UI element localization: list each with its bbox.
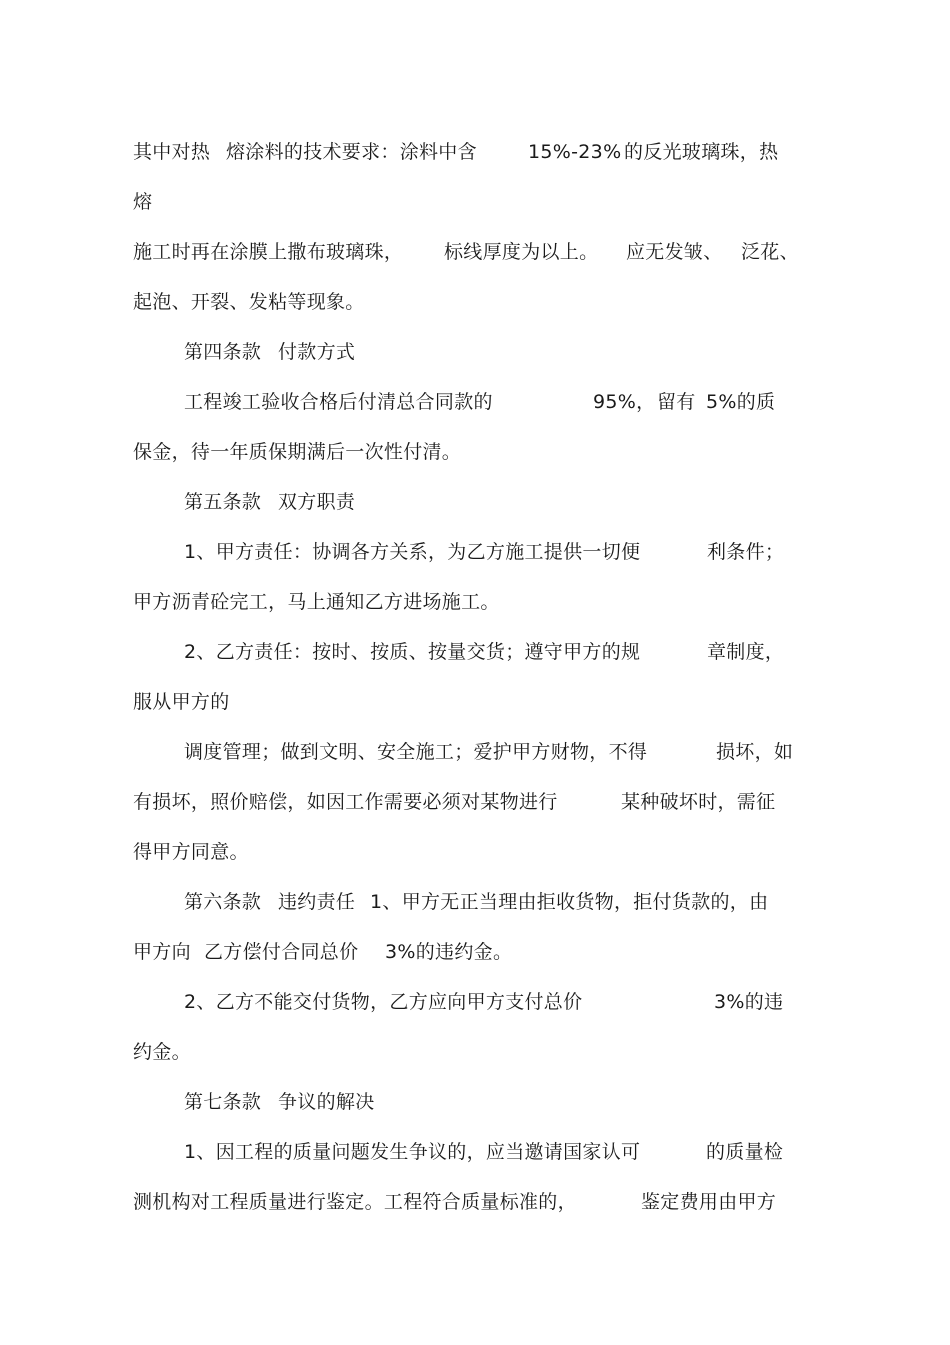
section-title: 双方职责 <box>278 491 356 513</box>
section-title: 违约责任 <box>278 891 356 913</box>
text-segment: 甲方向 <box>133 941 191 963</box>
text-segment: 95%， <box>593 391 656 413</box>
section-number: 第六条款 <box>184 891 262 913</box>
text-segment: 1、甲方责任：协调各方关系，为乙方施工提供一切便 <box>184 541 641 563</box>
text-segment: 损坏，如 <box>716 741 794 763</box>
text-segment: 得甲方同意。 <box>133 841 249 863</box>
text-segment: 调度管理；做到文明、安全施工；爱护甲方财物，不得 <box>184 741 648 763</box>
section-number: 第四条款 <box>184 341 262 363</box>
text-segment: 熔涂料的技术要求：涂料中含 <box>226 141 477 163</box>
text-segment: 3%的违约金。 <box>385 941 513 963</box>
section-title: 争议的解决 <box>278 1091 375 1113</box>
text-segment: 2、乙方不能交付货物，乙方应向甲方支付总价 <box>184 991 583 1013</box>
section-number: 第五条款 <box>184 491 262 513</box>
text-segment: 工程竣工验收合格后付清总合同款的 <box>184 391 493 413</box>
text-segment: 熔 <box>133 191 153 213</box>
text-segment: 留有 <box>657 391 696 413</box>
text-segment: 3%的违 <box>714 991 784 1013</box>
text-segment: 标线厚度为以上。 <box>444 241 599 263</box>
text-segment: 章制度， <box>707 641 785 663</box>
text-segment: 乙方偿付合同总价 <box>204 941 359 963</box>
text-segment: 泛花、 <box>741 241 799 263</box>
text-segment: 15%-23% <box>528 141 622 163</box>
text-segment: 某种破坏时，需征 <box>621 791 776 813</box>
text-segment: 服从甲方的 <box>133 691 230 713</box>
text-segment: 有损坏，照价赔偿，如因工作需要必须对某物进行 <box>133 791 558 813</box>
text-segment: 其中对热 <box>133 141 211 163</box>
text-segment: 1、因工程的质量问题发生争议的，应当邀请国家认可 <box>184 1141 641 1163</box>
text-segment: 测机构对工程质量进行鉴定。工程符合质量标准的， <box>133 1191 577 1213</box>
text-segment: 的质量检 <box>706 1141 784 1163</box>
text-segment: 约金。 <box>133 1041 191 1063</box>
text-segment: 2、乙方责任：按时、按质、按量交货；遵守甲方的规 <box>184 641 641 663</box>
text-segment: 鉴定费用由甲方 <box>641 1191 777 1213</box>
text-segment: 应无发皱、 <box>626 241 723 263</box>
text-segment: 施工时再在涂膜上撒布玻璃珠， <box>133 241 404 263</box>
text-segment: 利条件； <box>707 541 785 563</box>
text-segment: 起泡、开裂、发粘等现象。 <box>133 291 365 313</box>
section-number: 第七条款 <box>184 1091 262 1113</box>
section-title: 付款方式 <box>278 341 356 363</box>
text-segment: 1、甲方无正当理由拒收货物，拒付货款的，由 <box>370 891 769 913</box>
text-segment: 保金，待一年质保期满后一次性付清。 <box>133 441 462 463</box>
text-segment: 的反光玻璃珠，热 <box>624 141 779 163</box>
text-segment: 甲方沥青砼完工，马上通知乙方进场施工。 <box>133 591 500 613</box>
text-segment: 5%的质 <box>706 391 776 413</box>
